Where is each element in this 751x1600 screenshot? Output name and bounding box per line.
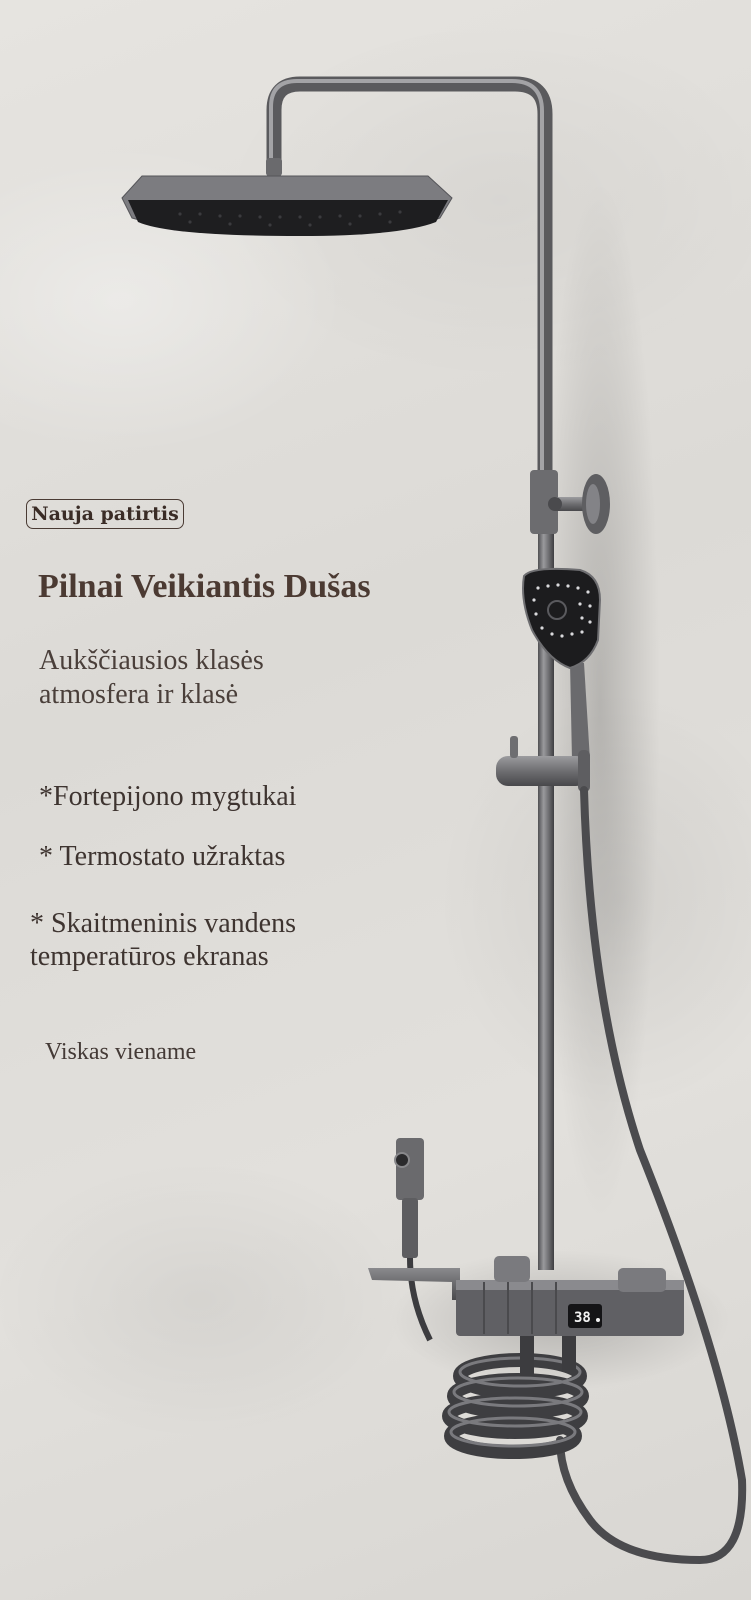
temperature-readout: 38 (574, 1310, 591, 1326)
feature-piano-buttons: *Fortepijono mygtukai (39, 781, 297, 812)
subtitle-line: atmosfera ir klasė (39, 679, 239, 710)
product-title: Pilnai Veikiantis Dušas (38, 568, 371, 605)
feature-line: * Skaitmeninis vandens (30, 908, 296, 939)
rain-showerhead (122, 158, 452, 236)
feature-thermostat-lock: * Termostato užraktas (39, 841, 286, 872)
subtitle-line: Aukščiausios klasės (39, 645, 264, 676)
subtitle (39, 644, 399, 712)
wall-shadow (540, 180, 660, 1220)
tagline: Viskas viename (45, 1039, 197, 1065)
feature-line: temperatūros ekranas (30, 941, 269, 972)
new-experience-badge: Nauja patirtis (26, 499, 184, 529)
overhead-arm (271, 81, 545, 480)
feature-digital-display (30, 907, 420, 973)
